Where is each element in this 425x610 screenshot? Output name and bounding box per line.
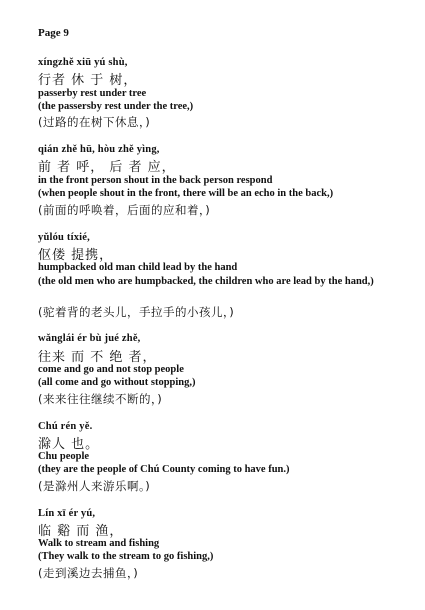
verse-5-chinese-translation: (是滁州人来游乐啊。) — [38, 479, 151, 493]
verse-2-hanzi: 前 者 呼， 后 者 应， — [38, 160, 176, 175]
verse-5-gloss: Chu people — [38, 451, 90, 462]
page-number: Page 9 — [38, 27, 69, 39]
verse-6-hanzi: 临 谿 而 渔， — [38, 524, 124, 539]
verse-2-gloss: in the front person shout in the back person respond — [38, 175, 273, 186]
verse-1-gloss: passerby rest under tree — [38, 88, 147, 99]
verse-6-gloss: Walk to stream and fishing — [38, 538, 160, 549]
verse-2-chinese-translation: (前面的呼唤着，后面的应和着，) — [38, 203, 211, 217]
verse-3-pinyin: yǔlóu tíxié, — [38, 232, 90, 243]
verse-1-translation: (the passersby rest under the tree,) — [38, 101, 194, 112]
verse-1-hanzi: 行者 休 于 树， — [38, 73, 138, 88]
verse-2-translation: (when people shout in the front, there will be an echo in the back,) — [38, 188, 334, 199]
verse-4-hanzi: 往来 而 不 绝 者， — [38, 350, 157, 365]
verse-3-translation: (the old men who are humpbacked, the children who are lead by the hand,) — [38, 276, 374, 287]
verse-1-pinyin: xíngzhě xiū yú shù, — [38, 57, 128, 68]
verse-4-pinyin: wǎnglái ér bù jué zhě, — [38, 333, 141, 344]
verse-3-gloss: humpbacked old man child lead by the hand — [38, 262, 238, 273]
verse-5-pinyin: Chú rén yě. — [38, 421, 93, 432]
verse-5-translation: (they are the people of Chú County coming to have fun.) — [38, 464, 290, 475]
verse-3-chinese-translation: (驼着背的老头儿，手拉手的小孩儿，) — [38, 305, 235, 319]
verse-5-hanzi: 滁人 也。 — [38, 437, 100, 452]
verse-6-chinese-translation: (走到溪边去捕鱼，) — [38, 566, 139, 580]
verse-1-chinese-translation: (过路的在树下休息，) — [38, 115, 151, 129]
verse-2-pinyin: qián zhě hū, hòu zhě yìng, — [38, 144, 160, 155]
verse-4-chinese-translation: (来来往往继续不断的，) — [38, 392, 163, 406]
verse-3-hanzi: 伛偻 提携， — [38, 248, 114, 263]
verse-4-gloss: come and go and not stop people — [38, 364, 184, 375]
verse-6-translation: (They walk to the stream to go fishing,) — [38, 551, 214, 562]
verse-6-pinyin: Lín xī ér yú, — [38, 508, 96, 519]
verse-4-translation: (all come and go without stopping,) — [38, 377, 196, 388]
